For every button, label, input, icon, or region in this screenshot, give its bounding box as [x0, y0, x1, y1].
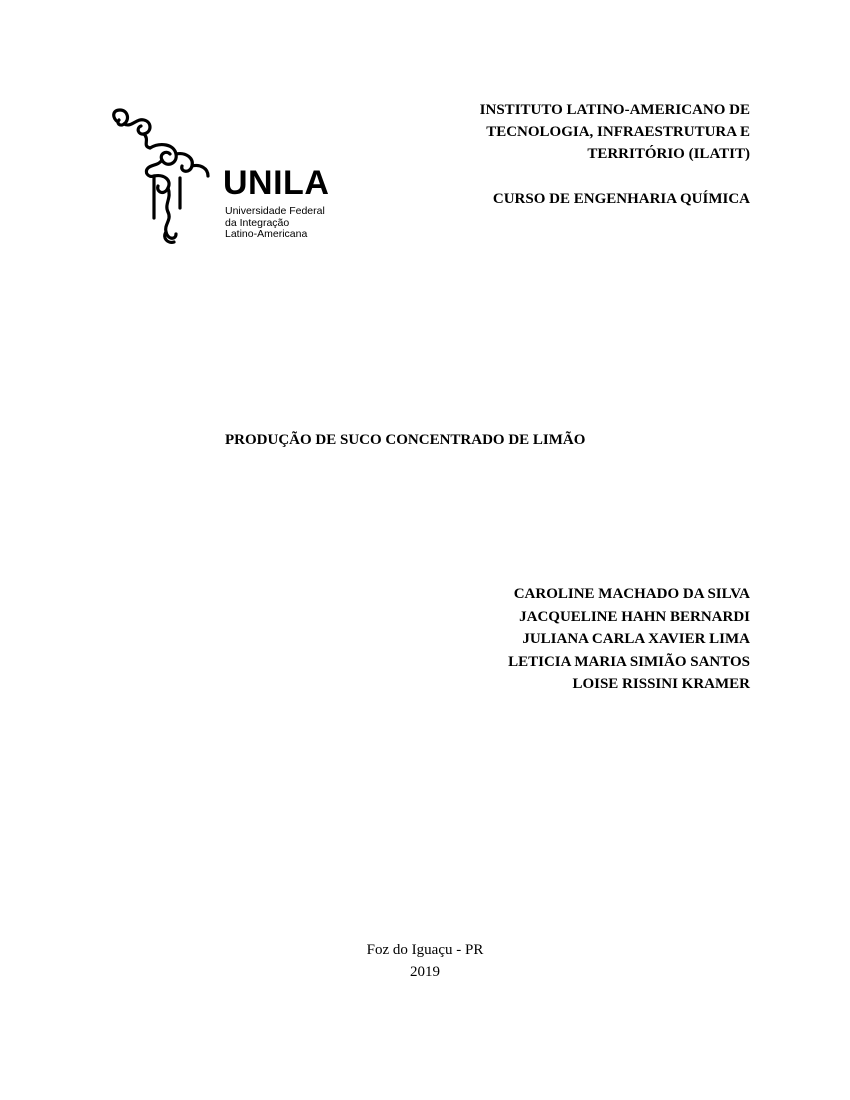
- author-name: LETICIA MARIA SIMIÃO SANTOS: [508, 653, 750, 670]
- unila-logo: [108, 108, 348, 248]
- course-name: CURSO DE ENGENHARIA QUÍMICA: [492, 191, 750, 207]
- author-name: CAROLINE MACHADO DA SILVA: [513, 586, 750, 602]
- document-title: PRODUÇÃO DE SUCO CONCENTRADO DE LIMÃO: [225, 432, 586, 448]
- footer: [325, 939, 525, 983]
- logo-subtitle-line: da Integração: [225, 216, 290, 229]
- author-name: LOISE RISSINI KRAMER: [572, 676, 750, 692]
- unila-knot-icon: [108, 108, 223, 248]
- author-name: JACQUELINE HAHN BERNARDI: [519, 608, 750, 625]
- logo-wordmark: UNILA: [223, 164, 330, 202]
- institute-line: INSTITUTO LATINO-AMERICANO DE: [479, 102, 750, 118]
- logo-subtitle-line: Universidade Federal: [225, 205, 325, 217]
- author-list: [370, 583, 750, 696]
- footer-place: Foz do Iguaçu - PR: [366, 942, 484, 958]
- author-name: JULIANA CARLA XAVIER LIMA: [522, 631, 750, 647]
- logo-subtitle-line: Latino-Americana: [225, 228, 308, 240]
- institute-name: [370, 99, 750, 165]
- logo-subtitle: [225, 206, 325, 241]
- institute-line: TERRITÓRIO (ILATIT): [587, 146, 750, 162]
- institute-line: TECNOLOGIA, INFRAESTRUTURA E: [486, 124, 750, 140]
- footer-year: 2019: [410, 964, 440, 980]
